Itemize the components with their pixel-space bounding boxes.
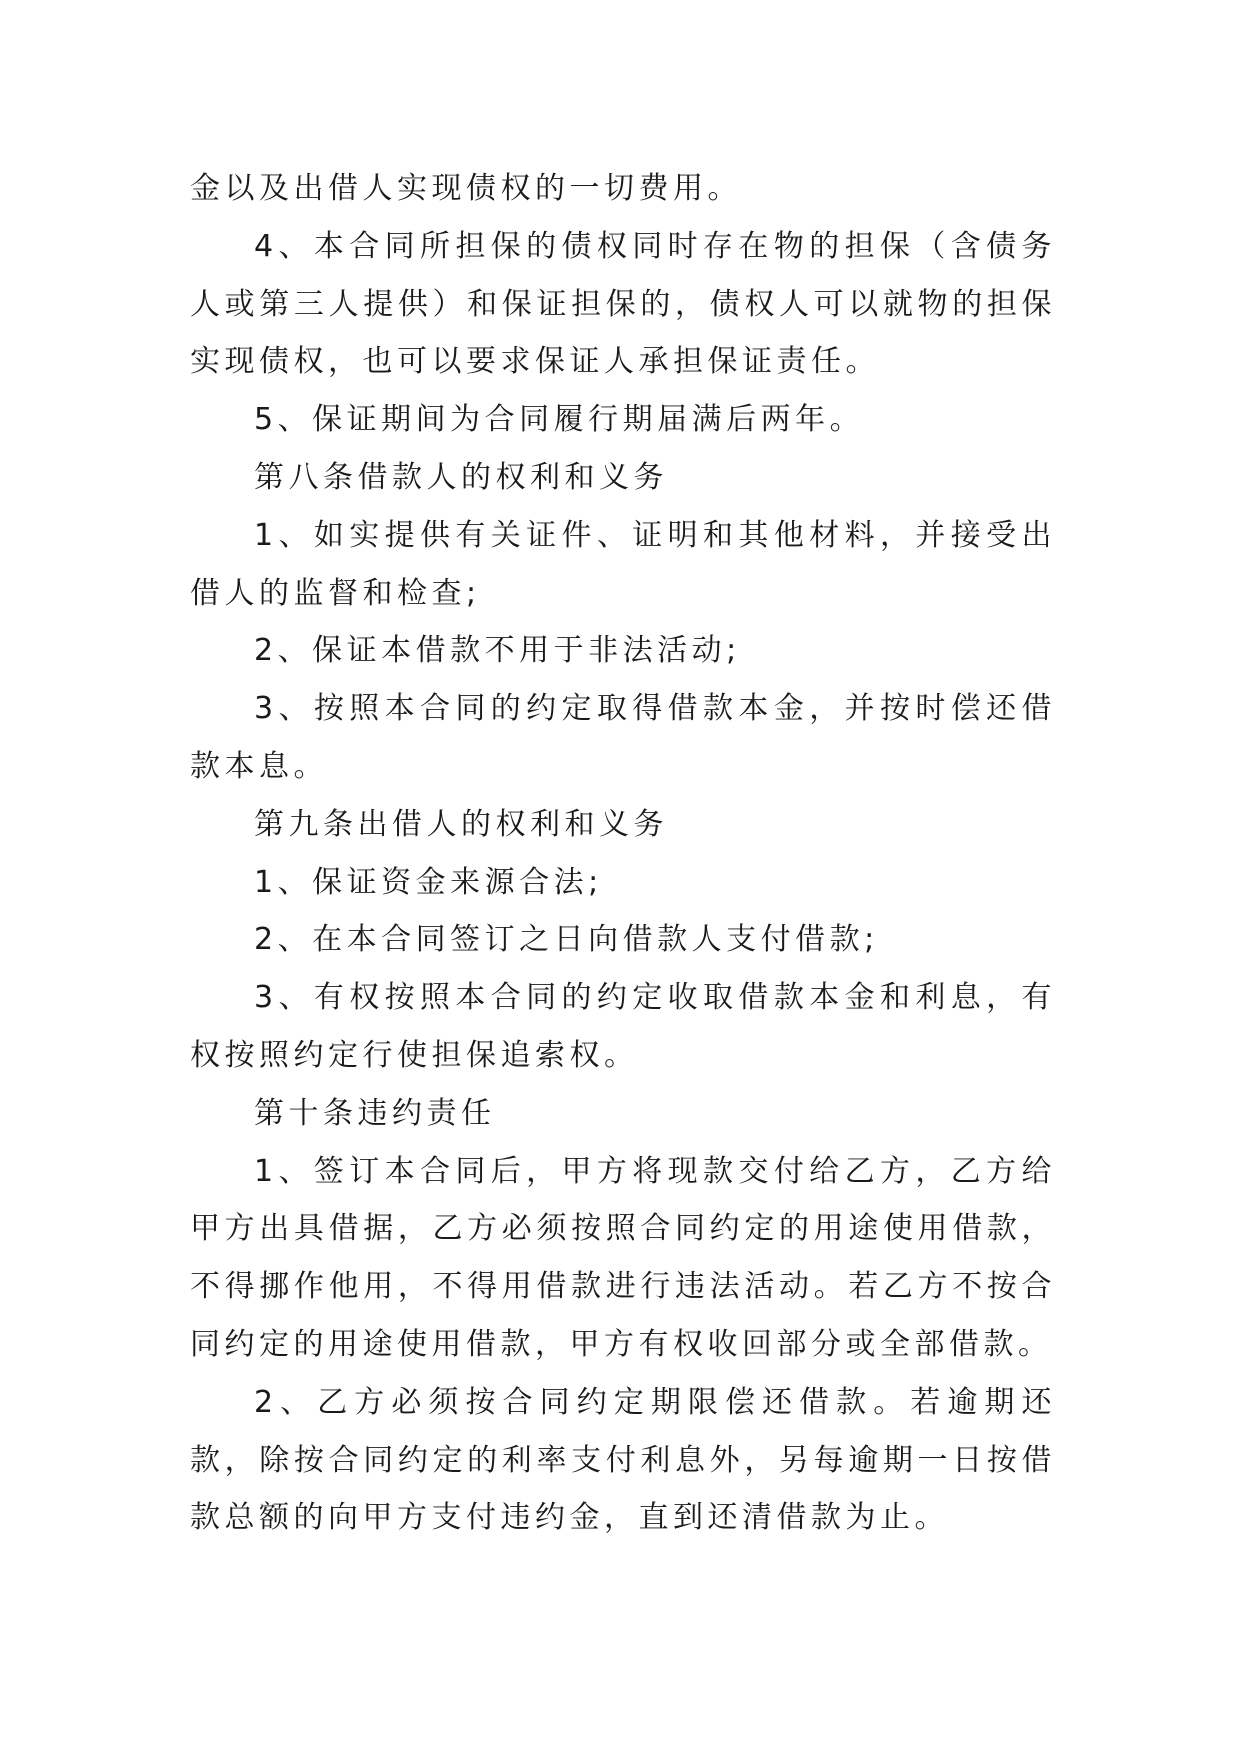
paragraph-guarantee-item-5: 5、保证期间为合同履行期届满后两年。: [254, 402, 865, 438]
paragraph-borrower-item-3: 3、按照本合同的约定取得借款本金，并按时偿还借款本息。: [190, 691, 1056, 784]
paragraph-borrower-item-1: 1、如实提供有关证件、证明和其他材料，并接受出借人的监督和检查;: [190, 517, 1056, 611]
paragraph-lender-item-2: 2、在本合同签订之日向借款人支付借款;: [254, 922, 879, 958]
paragraph-breach-item-2: 2、乙方必须按合同约定期限偿还借款。若逾期还款，除按合同约定的利率支付利息外，另每逾期一日按借款总额的向甲方支付违约金，直到还清借款为止。: [190, 1384, 1056, 1536]
paragraph-guarantee-item-4: 4、本合同所担保的债权同时存在物的担保（含债务人或第三人提供）和保证担保的，债权人可以就物的担保实现债权，也可以要求保证人承担保证责任。: [190, 228, 1056, 380]
paragraph-breach-item-1: 1、签订本合同后，甲方将现款交付给乙方，乙方给甲方出具借据，乙方必须按照合同约定的用途使用借款，不得挪作他用，不得用借款进行违法活动。若乙方不按合同约定的用途使用借款，甲方有权收回部分或全部借款。: [190, 1153, 1056, 1362]
document-body: [190, 160, 1056, 1547]
article-8-heading: 第八条借款人的权利和义务: [254, 459, 668, 495]
paragraph-lender-item-1: 1、保证资金来源合法;: [254, 864, 603, 900]
article-9-heading: 第九条出借人的权利和义务: [254, 806, 668, 842]
paragraph-fee-continuation: 金以及出借人实现债权的一切费用。: [190, 171, 742, 206]
paragraph-borrower-item-2: 2、保证本借款不用于非法活动;: [254, 633, 741, 669]
paragraph-lender-item-3: 3、有权按照本合同的约定收取借款本金和利息，有权按照约定行使担保追索权。: [190, 980, 1056, 1073]
article-10-heading: 第十条违约责任: [254, 1095, 496, 1131]
